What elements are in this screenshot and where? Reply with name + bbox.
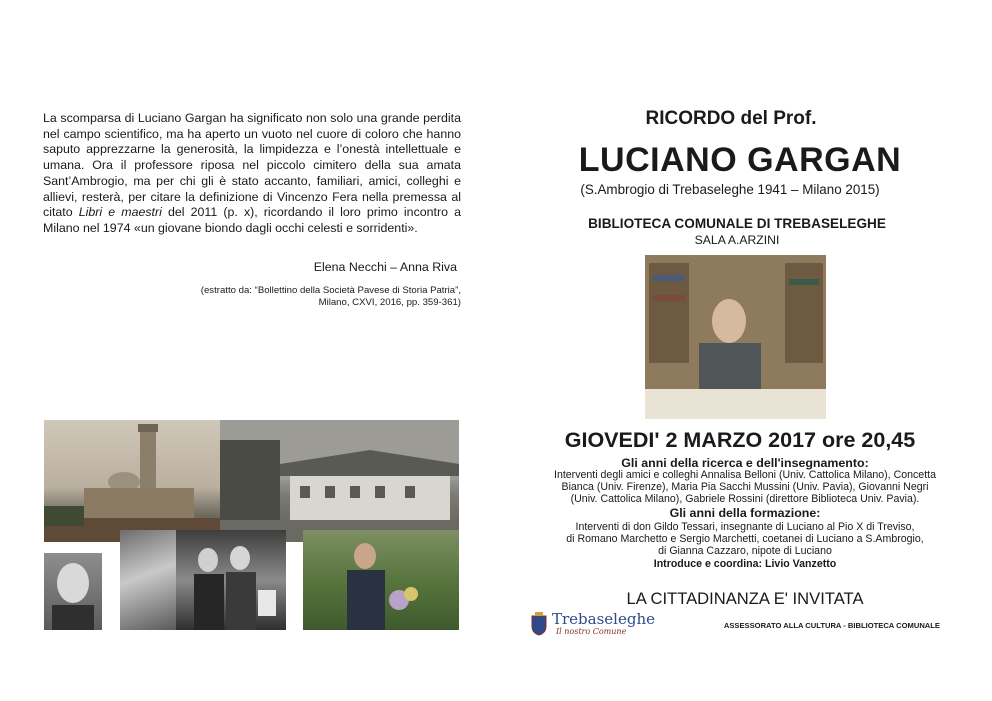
speakers-line: di Romano Marchetto e Sergio Marchetti, coetanei di Luciano a S.Ambrogio, — [566, 533, 924, 546]
venue-room: SALA A.ARZINI — [694, 233, 780, 247]
section-research-title: Gli anni della ricerca e dell'insegnamento: — [621, 456, 869, 470]
source-line-2: Milano, CXVI, 2016, pp. 359-361) — [318, 297, 461, 309]
page-title: LUCIANO GARGAN — [578, 141, 902, 179]
authors: Elena Necchi – Anna Riva — [313, 260, 457, 274]
logo-name: Trebaseleghe — [552, 610, 655, 628]
life-dates: (S.Ambrogio di Trebaseleghe 1941 – Milano 2015) — [580, 182, 880, 197]
event-datetime: GIOVEDI' 2 MARZO 2017 ore 20,45 — [564, 428, 916, 452]
venue-library: BIBLIOTECA COMUNALE DI TREBASELEGHE — [588, 216, 886, 231]
organizer-credit: ASSESSORATO ALLA CULTURA - BIBLIOTECA COMUNALE — [723, 621, 940, 630]
coat-of-arms-icon — [530, 612, 548, 636]
intro-text-2: del 2011 (p. x), ricordando il loro primo incontro a Milano nel 1974 «un giovane biondo dagli occhi celesti e sorridenti». — [43, 205, 462, 235]
moderator: Introduce e coordina: Livio Vanzetto — [653, 558, 837, 570]
farmhouse-photo — [220, 420, 459, 542]
municipality-logo — [530, 610, 655, 638]
source-citation — [150, 285, 461, 309]
intro-text-1: La scomparsa di Luciano Gargan ha significato non solo una grande perdita nel campo scientifico, ma ha aperto un vuoto nel cuore di coloro che hanno saputo apprezzarne la generosità, la limpidezza e l’onestà intellettuale e umana. Ora il professore riposa nel piccolo cimitero della sua amata Sant’Ambrogio, ma per chi gli è stato accanto, familiari, amici, colleghi e allievi, resterà, per citare la definizione di Vincenzo Fera nella premessa al citato — [43, 111, 461, 220]
invitation: LA CITTADINANZA E' INVITATA — [626, 589, 864, 608]
logo-subtitle: Il nostro Comune — [556, 627, 627, 636]
professor-portrait-photo — [645, 255, 826, 419]
intro-book-title: Libri e maestri — [78, 205, 162, 220]
source-line-1: (estratto da: “Bollettino della Società Pavese di Storia Patria”, — [200, 285, 461, 296]
church-photo — [44, 420, 220, 542]
speakers-line: Interventi degli amici e colleghi Annalisa Belloni (Univ. Cattolica Milano), Concetta — [554, 469, 936, 481]
section-research-speakers — [540, 469, 950, 506]
sculpture-photo — [120, 530, 176, 630]
intro-paragraph — [43, 111, 461, 237]
speakers-line: Bianca (Univ. Firenze), Maria Pia Sacchi Mussini (Univ. Pavia), Giovanni Negri — [561, 481, 929, 494]
speakers-line: di Gianna Cazzaro, nipote di Luciano — [658, 545, 832, 558]
section-formation-title: Gli anni della formazione: — [669, 506, 821, 520]
speakers-line: (Univ. Cattolica Milano), Gabriele Rossini (direttore Biblioteca Univ. Pavia). — [570, 493, 920, 506]
speakers-line: Interventi di don Gildo Tessari, insegnante di Luciano al Pio X di Treviso, — [575, 521, 915, 533]
ricordo-heading: RICORDO del Prof. — [645, 108, 817, 129]
graduation-photo — [176, 530, 286, 630]
section-formation-speakers — [540, 521, 950, 558]
garden-photo — [303, 530, 459, 630]
youth-portrait-photo — [44, 553, 102, 630]
